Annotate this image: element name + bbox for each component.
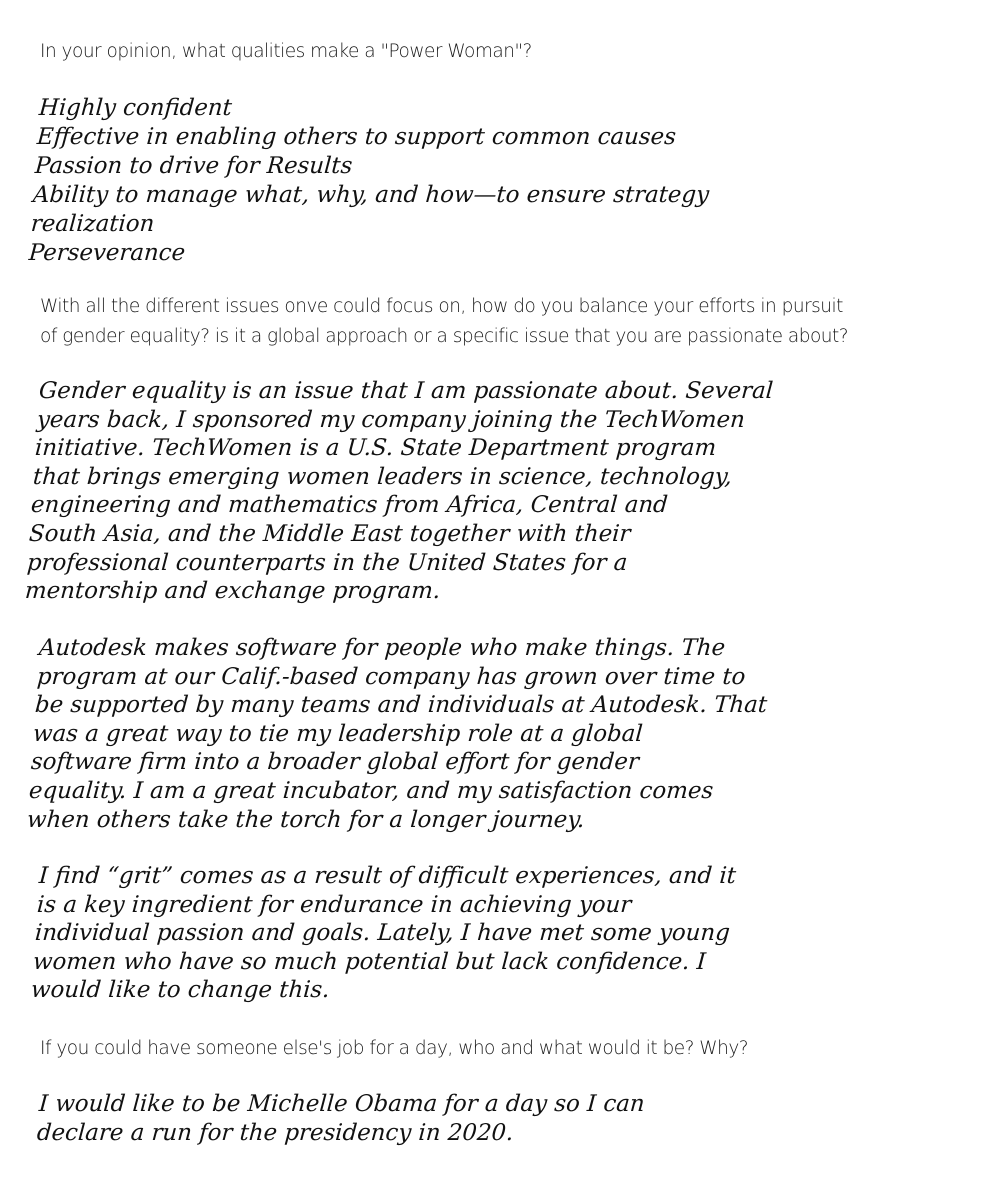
answer-line: I would like to be Michelle Obama for a day so I can: [38, 1091, 646, 1117]
question-text: In your opinion, what qualities make a "Power Woman"?: [40, 41, 532, 62]
answer-line: be supported by many teams and individuals at Autodesk. That: [34, 692, 768, 719]
answer-line: Passion to drive for Results: [34, 153, 354, 179]
answer-techwomen-paragraph: [24, 377, 970, 606]
answer-line: years back, I sponsored my company joining the TechWomen: [36, 406, 746, 433]
answer-line: South Asia, and the Middle East together with their: [28, 520, 632, 547]
answer-line: engineering and mathematics from Africa, Central and: [30, 492, 669, 519]
answer-line: Ability to manage what, why, and how—to ensure strategy: [32, 182, 710, 208]
question-text: If you could have someone else's job for a day, who and what would it be? Why?: [40, 1038, 749, 1059]
answer-line: I find “grit” comes as a result of difficult experiences, and it: [38, 863, 737, 889]
answer-line: Autodesk makes software for people who make things. The: [38, 635, 727, 661]
answer-line: individual passion and goals. Lately, I have met some young: [34, 920, 731, 947]
answer-line: women who have so much potential but lack confidence. I: [32, 948, 707, 975]
answer-line: mentorship and exchange program.: [24, 578, 442, 605]
answer-line: when others take the torch for a longer journey.: [26, 806, 586, 833]
answer-line: declare a run for the presidency in 2020.: [36, 1120, 515, 1146]
answer-line: realization: [30, 211, 156, 237]
answer-autodesk-paragraph: [26, 634, 970, 834]
answer-line: initiative. TechWomen is a U.S. State Department program: [34, 435, 718, 462]
answer-line: would like to change this.: [30, 977, 331, 1004]
answer-line: program at our Calif.-based company has grown over time to: [36, 663, 747, 690]
answer-line: Gender equality is an issue that I am passionate about. Several: [38, 378, 774, 404]
answer-line: software firm into a broader global effort for gender: [30, 749, 640, 776]
question-gender-equality: [40, 292, 970, 352]
answer-line: Highly confident: [38, 95, 233, 121]
question-someone-elses-job: [40, 1034, 970, 1064]
answer-line: Perseverance: [27, 240, 187, 266]
answer-line: that brings emerging women leaders in science, technology,: [32, 463, 733, 490]
question-text-line: of gender equality? is it a global approach or a specific issue that you are passionate about?: [40, 326, 849, 347]
answer-line: Effective in enabling others to support common causes: [36, 124, 677, 150]
answer-line: was a great way to tie my leadership role at a global: [32, 720, 644, 747]
answer-line: equality. I am a great incubator, and my satisfaction comes: [28, 777, 715, 804]
answer-grit-paragraph: [30, 862, 970, 1005]
question-power-woman: [40, 37, 970, 67]
answer-line: professional counterparts in the United States for a: [26, 549, 629, 576]
answer-power-woman-qualities: [28, 94, 970, 268]
question-text-line: With all the different issues onve could focus on, how do you balance your efforts in pursuit: [40, 296, 843, 317]
answer-michelle-obama: [36, 1090, 970, 1148]
answer-line: is a key ingredient for endurance in achieving your: [36, 891, 633, 918]
